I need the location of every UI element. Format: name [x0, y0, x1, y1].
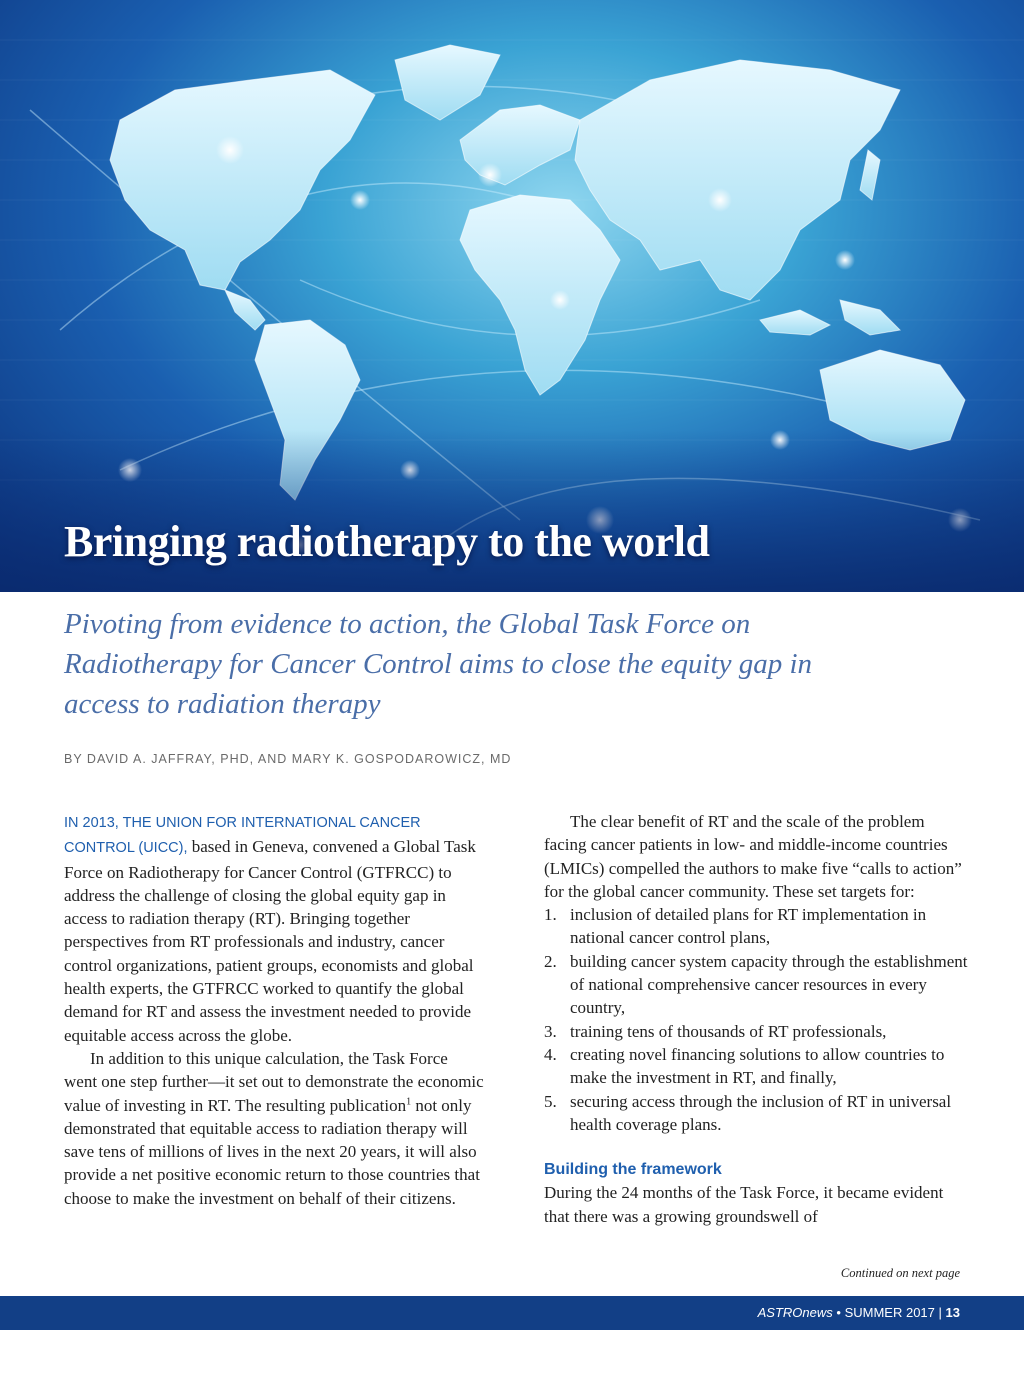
paragraph-intro [64, 810, 484, 1047]
publication-name: ASTROnews [757, 1305, 833, 1320]
list-item [544, 1020, 968, 1043]
section-heading: Building the framework [544, 1161, 722, 1179]
list-item [544, 1043, 968, 1090]
article-deck: Pivoting from evidence to action, the Global Task Force on Radiotherapy for Cancer Control aims to close the equity gap in access to radiation therapy [64, 608, 813, 720]
bullet-separator: • [836, 1305, 841, 1320]
hero-image [0, 0, 1024, 592]
paragraph-intro-text: based in Geneva, convened a Global Task Force on Radiotherapy for Cancer Control (GTFRCC) to address the challenge of closing the global equity gap in access to radiation therapy (RT). Bringing together perspectives from RT professionals and industry, cancer control organizations, patient groups, economists and global health experts, the GTFRCC worked to quantify the global demand for RT and assess the investment needed to provide equitable access across the globe. [64, 837, 476, 1045]
paragraph-framework: During the 24 months of the Task Force, it became evident that there was a growing groundswell of [544, 1183, 944, 1226]
list-text: building cancer system capacity through the establishment of national comprehensive cancer resources in every country, [570, 951, 968, 1018]
list-item [544, 1090, 968, 1137]
world-map-network-icon [0, 0, 1024, 592]
list-item [544, 950, 968, 1020]
page-number: 13 [945, 1305, 960, 1320]
paragraph-text: In addition to this unique calculation, the Task Force went one step further—it set out to demonstrate the economic value of investing in RT. The resulting publication [64, 1048, 484, 1115]
paragraph-task-force [64, 1047, 484, 1210]
targets-list [544, 903, 968, 1136]
list-item [544, 903, 968, 950]
list-number: 4. [544, 1044, 557, 1064]
list-text: securing access through the inclusion of RT in universal health coverage plans. [570, 1091, 952, 1134]
lead-in: IN 2013, THE UNION FOR INTERNATIONAL CANCER CONTROL (UICC), [64, 815, 421, 857]
byline: BY DAVID A. JAFFRAY, PHD, AND MARY K. GOSPODAROWICZ, MD [64, 752, 512, 766]
list-number: 5. [544, 1091, 557, 1111]
footer-folio [758, 1305, 960, 1320]
footer-bar [0, 1296, 1024, 1330]
left-column [64, 810, 484, 1210]
footnote-reference: 1 [406, 1095, 412, 1107]
paragraph-calls-to-action: The clear benefit of RT and the scale of the problem facing cancer patients in low- and middle-income countries (LMICs) compelled the authors to make five “calls to action” for the global cancer community. These set targets for: [544, 812, 962, 901]
issue-label: SUMMER 2017 [844, 1305, 935, 1320]
continued-note: Continued on next page [840, 1266, 960, 1280]
list-text: training tens of thousands of RT professionals, [570, 1021, 887, 1041]
list-number: 1. [544, 905, 557, 925]
right-column [544, 810, 968, 1228]
list-number: 3. [544, 1021, 557, 1041]
paragraph-text: not only demonstrated that equitable access to radiation therapy will save tens of millions of lives in the next 20 years, it will also provide a net positive economic return to those countries that choose to make the investment on behalf of their citizens. [64, 1095, 480, 1208]
list-number: 2. [544, 951, 557, 971]
article-title: Bringing radiotherapy to the world [64, 517, 710, 566]
pipe-separator: | [938, 1305, 942, 1320]
list-text: creating novel financing solutions to allow countries to make the investment in RT, and finally, [570, 1044, 945, 1088]
list-text: inclusion of detailed plans for RT implementation in national cancer control plans, [570, 905, 927, 948]
